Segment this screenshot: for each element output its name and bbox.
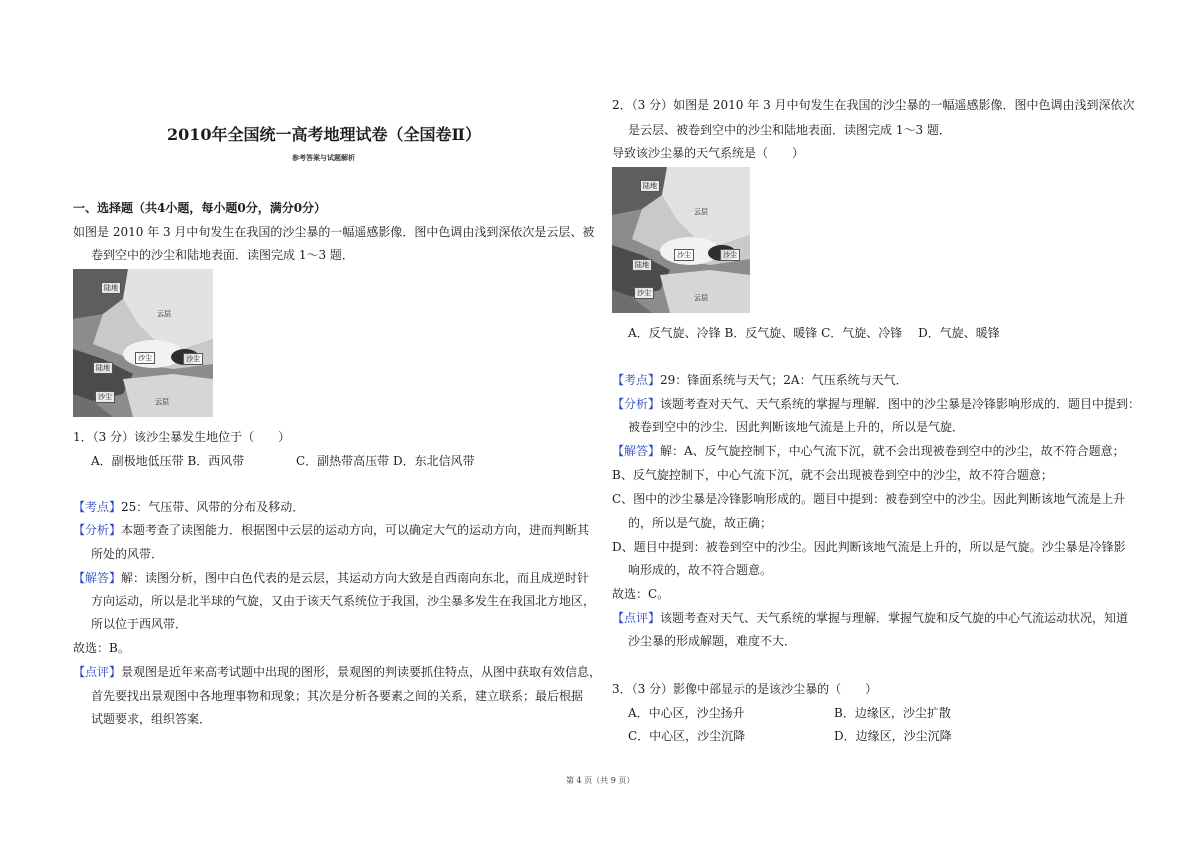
answer-2: 故选：C。 bbox=[612, 587, 670, 601]
fenxi-line-2: 被卷到空中的沙尘．因此判断该地气流是上升的，所以是气旋． bbox=[628, 420, 965, 434]
kaodian-tag: 【考点】 bbox=[73, 500, 122, 514]
kaodian-2 bbox=[612, 371, 908, 388]
image-label-land: 陆地 bbox=[632, 259, 652, 271]
kaodian-text: 25：气压带、风带的分布及移动． bbox=[121, 500, 305, 514]
q3-option-b: B．边缘区，沙尘扩散 bbox=[834, 706, 951, 720]
jieda-line-5: D、题目中提到：被卷到空中的沙尘。因此判断该地气流是上升的，所以是气旋。沙尘暴是冷锋影 bbox=[612, 540, 1126, 554]
jieda-line-3: 所以位于西风带． bbox=[91, 617, 188, 631]
intro-line-1: 如图是 2010 年 3 月中旬发生在我国的沙尘暴的一幅遥感影像．图中色调由浅到深依次是云层、被 bbox=[73, 225, 595, 239]
jieda-line-2: B、反气旋控制下，中心气流下沉，就不会出现被卷到空中的沙尘，故不符合题意； bbox=[612, 468, 1053, 482]
answer-1: 故选：B。 bbox=[73, 641, 130, 655]
q2-options: A．反气旋、冷锋 B．反气旋、暖锋 C．气旋、冷锋 D．气旋、暖锋 bbox=[628, 326, 1000, 340]
image-label-land: 陆地 bbox=[93, 362, 113, 374]
dianping-line-1: 景观图是近年来高考试题中出现的图形，景观图的判读要抓住特点，从图中获取有效信息， bbox=[121, 665, 602, 679]
jieda-line-1: 解：A、反气旋控制下，中心气流下沉，就不会出现被卷到空中的沙尘，故不符合题意； bbox=[660, 444, 1125, 458]
image-label-dust: 沙尘 bbox=[674, 249, 694, 261]
kaodian-1 bbox=[73, 498, 304, 515]
dianping-line-2: 首先要找出景观图中各地理事物和现象；其次是分析各要素之间的关系，建立联系；最后根据 bbox=[91, 689, 584, 703]
q1-stem: 1．（3 分）该沙尘暴发生地位于（ ） bbox=[73, 430, 291, 444]
jieda-line-1: 解：读图分析，图中白色代表的是云层，其运动方向大致是自西南向东北，而且成逆时针 bbox=[121, 571, 590, 585]
image-label-cloud: 云层 bbox=[157, 310, 171, 318]
q2-stem-line-3: 导致该沙尘暴的天气系统是（ ） bbox=[612, 146, 805, 160]
image-label-cloud: 云层 bbox=[694, 294, 708, 302]
dianping-line-1: 该题考查对天气、天气系统的掌握与理解．掌握气旋和反气旋的中心气流运动状况，知道 bbox=[660, 611, 1129, 625]
image-label-dust: 沙尘 bbox=[634, 287, 654, 299]
page-number: 第 4 页（共 9 页） bbox=[566, 776, 635, 785]
image-label-land: 陆地 bbox=[101, 282, 121, 294]
fenxi-1 bbox=[73, 521, 589, 538]
fenxi-tag: 【分析】 bbox=[73, 523, 122, 537]
dianping-1 bbox=[73, 663, 601, 680]
jieda-line-3: C、图中的沙尘暴是冷锋影响形成的。题目中提到：被卷到空中的沙尘。因此判断该地气流是上升 bbox=[612, 492, 1126, 506]
jieda-line-4: 的，所以是气旋，故正确； bbox=[628, 516, 773, 530]
image-label-dust: 沙尘 bbox=[183, 353, 203, 365]
satellite-image-right bbox=[612, 167, 750, 313]
fenxi-line-1: 该题考查对天气、天气系统的掌握与理解．图中的沙尘暴是冷锋影响形成的．题目中提到： bbox=[660, 397, 1141, 411]
page-title: 2010年全国统一高考地理试卷（全国卷Ⅱ） bbox=[167, 125, 482, 144]
dianping-tag: 【点评】 bbox=[73, 665, 122, 679]
jieda-2 bbox=[612, 442, 1125, 459]
q1-options-ab: A．副极地低压带 B．西风带 bbox=[91, 454, 245, 468]
image-label-dust: 沙尘 bbox=[135, 352, 155, 364]
satellite-image-left-graphic bbox=[73, 269, 213, 417]
satellite-image-right-graphic bbox=[612, 167, 750, 313]
fenxi-line-2: 所处的风带． bbox=[91, 547, 164, 561]
jieda-line-2: 方向运动，所以是北半球的气旋，又由于该天气系统位于我国，沙尘暴多发生在我国北方地区， bbox=[91, 594, 596, 608]
q1-options-cd: C．副热带高压带 D．东北信风带 bbox=[296, 454, 475, 468]
image-label-dust: 沙尘 bbox=[720, 249, 740, 261]
jieda-tag: 【解答】 bbox=[612, 444, 661, 458]
dianping-tag: 【点评】 bbox=[612, 611, 661, 625]
image-label-cloud: 云层 bbox=[694, 208, 708, 216]
q2-stem-line-2: 是云层、被卷到空中的沙尘和陆地表面．读图完成 1～3 题． bbox=[628, 123, 951, 137]
dianping-2 bbox=[612, 609, 1128, 626]
q3-option-c: C．中心区，沙尘沉降 bbox=[628, 729, 746, 743]
dianping-line-3: 试题要求，组织答案． bbox=[91, 712, 212, 726]
section-title: 一、选择题（共4小题，每小题0分，满分0分） bbox=[73, 201, 327, 215]
q3-option-a: A．中心区，沙尘扬升 bbox=[628, 706, 745, 720]
image-label-cloud: 云层 bbox=[155, 398, 169, 406]
kaodian-tag: 【考点】 bbox=[612, 373, 661, 387]
image-label-land: 陆地 bbox=[640, 180, 660, 192]
image-label-dust: 沙尘 bbox=[95, 391, 115, 403]
q3-stem: 3．（3 分）影像中部显示的是该沙尘暴的（ ） bbox=[612, 682, 878, 696]
q2-stem-line-1: 2．（3 分）如图是 2010 年 3 月中旬发生在我国的沙尘暴的一幅遥感影像．图中色调由浅到深依次 bbox=[612, 98, 1135, 112]
q3-option-d: D．边缘区，沙尘沉降 bbox=[834, 729, 952, 743]
satellite-image-left bbox=[73, 269, 213, 417]
fenxi-line-1: 本题考查了读图能力．根据图中云层的运动方向，可以确定大气的运动方向，进而判断其 bbox=[121, 523, 590, 537]
page-subtitle: 参考答案与试题解析 bbox=[292, 153, 355, 162]
fenxi-tag: 【分析】 bbox=[612, 397, 661, 411]
jieda-tag: 【解答】 bbox=[73, 571, 122, 585]
dianping-line-2: 沙尘暴的形成解题，难度不大． bbox=[628, 634, 797, 648]
kaodian-text: 29：锋面系统与天气；2A：气压系统与天气． bbox=[660, 373, 908, 387]
jieda-1 bbox=[73, 569, 589, 586]
fenxi-2 bbox=[612, 395, 1140, 412]
jieda-line-6: 响形成的，故不符合题意。 bbox=[628, 563, 773, 577]
intro-line-2: 卷到空中的沙尘和陆地表面．读图完成 1～3 题． bbox=[91, 248, 354, 262]
